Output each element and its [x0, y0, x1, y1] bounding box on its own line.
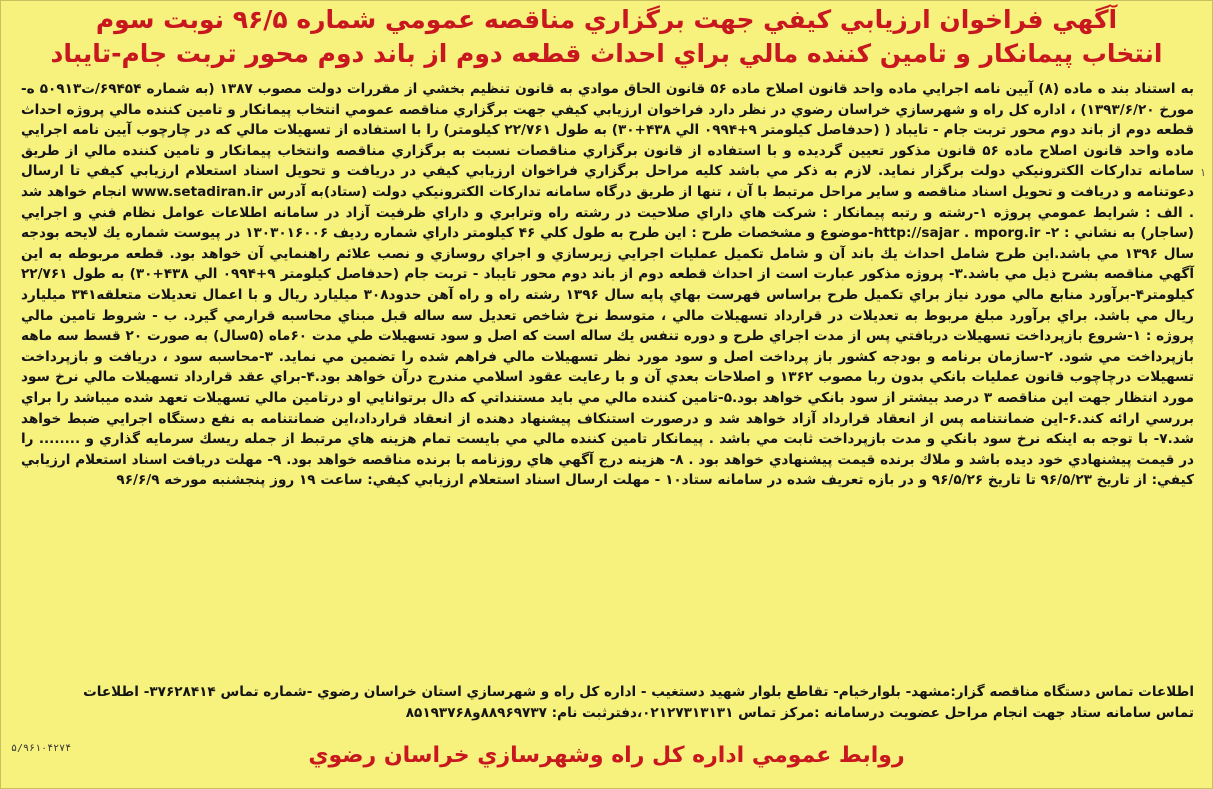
ad-body-paragraph: به استناد بند ه ماده (۸) آيين نامه اجرايي ماده واحد قانون اصلاح ماده ۵۶ قانون الحاق موادي به قانون تنظيم بخشي از مقررات دولت مصوب ۱۳۸۷ (به شماره ۶۹۴۵۴/ت۵۰۹۱۳ ه-مورخ ۱۳۹۳/۶/۲۰) ، اداره كل راه و شهرسازي خراسان رضوي در نظر دارد فراخوان ارزيابي كيفي جهت برگزاري مناقصه عمومي انتخاب پيمانكار و تامين كننده مالي پروژه احداث قطعه دوم از باند دوم محور تربت جام - تايباد ( (حدفاصل كيلومتر ۹+۰۹۹۴ الي ۴۳۸+۳۰) به طول ۲۲/۷۶۱ كيلومتر) را با استفاده از تسهيلات مالي كه در چارچوب آيين نامه اجرايي ماده واحد قانون اصلاح ماده ۵۶ قانون مذكور تعيين گرديده و با استفاده از قانون برگزاري مناقصات نسبت به برگزاري مناقصه وانتخاب پيمانكار و تامين كننده مالي از طريق سامانه تداركات الكترونيكي دولت برگزار نمايد. لازم به ذكر مي باشد كليه مراحل برگزاري فراخوان ارزيابي كيفي در دريافت و تحويل اسناد استعلام ارزيابي كيفي تا ارسال دعوتنامه و دريافت و تحويل اسناد مناقصه و ساير مراحل مرتبط با آن ، تنها از طريق درگاه سامانه تداركات الكترونيكي دولت (ستاد)به آدرس www.setadiran.ir انجام خواهد شد . الف : شرايط عمومي پروژه ۱-رشته و رتبه پيمانكار : شركت هاي داراي صلاحيت در رشته راه وترابري و داراي ظرفيت آزاد در سامانه اطلاعات عوامل نظام فني و اجرايي (ساجار) به نشاني : http://sajar . mporg.ir -۲-موضوع و مشخصات طرح : اين طرح به طول كلي ۴۶ كيلومتر داراي شماره رديف ۱۳۰۳۰۱۶۰۰۶ در پيوست شماره يك لايحه بودجه سال ۱۳۹۶ مي باشد.اين طرح شامل احداث يك باند آن و شامل تكميل عمليات اجرايي زيرسازي و اجراي روسازي و نصب علائم راهنمايي آن خواهد بود. قطعه مربوطه به اين آگهي مناقصه بشرح ذيل مي باشد.۳- پروژه مذكور عبارت است از احداث قطعه دوم از باند دوم محور تايباد - تربت جام (حدفاصل كيلومتر ۹+۰۹۹۴ الي ۴۳۸+۳۰) به طول ۲۲/۷۶۱ كيلومتر۴-برآورد منابع مالي مورد نياز براي تكميل طرح براساس فهرست بهاي پايه سال ۱۳۹۶ رشته راه و راه آهن حدود۳۰۸ ميليارد ريال و با اعمال تعديلات متعلقه۳۴۱ ميليارد ريال مي باشد. براي برآورد مبلغ مربوط به تعديلات در قرارداد تسهيلات مالي ، متوسط نرخ شاخص تعديل سه ساله قبل مبناي محاسبه قرارمي گيرد. ب - شروط تامين مالي پروژه : ۱-شروع بازپرداخت تسهيلات دريافتي پس از مدت اجراي طرح و دوره تنفس يك ساله است كه اصل و سود تسهيلات طي مدت ۶۰ماه (۵سال) به صورت ۲۰ قسط سه ماهه بازپرداخت مي شود. ۲-سازمان برنامه و بودجه كشور باز پرداخت اصل و سود مورد نظر تسهيلات مالي فراهم شده را تضمين مي نمايد. ۳-محاسبه سود ، دريافت و بازپرداخت تسهيلات درچاچوب قانون عمليات بانكي بدون ربا مصوب ۱۳۶۲ و اصلاحات بعدي آن و با رعايت عقود اسلامي مندرج درآن خواهد بود.۴-براي عقد قرارداد تسهيلات مالي نرخ سود مورد انتظار جهت اين مناقصه ۳ درصد بيشتر از سود بانكي خواهد بود.۵-تامين كننده مالي مي بايد مستنداتي كه دال برتوانايي او درتامين مالي تسهيلات تعهد شده ميباشد را براي بررسي ارائه كند.۶-اين ضمانتنامه پس از انعقاد قرارداد آزاد خواهد شد و درصورت استنكاف پيشنهاد دهنده از انعقاد قرارداد،اين ضمانتنامه به نفع دستگاه اجرايي ضبط خواهد شد.۷- با توجه به اينكه نرخ سود بانكي و مدت بازپرداخت ثابت مي باشد . پيمانكار تامين كننده مالي مي بايست تمام هزينه هاي مرتبط از جمله ريسك سرمايه گذاري و ........ را در قيمت پيشنهادي خود ديده باشد و ملاك برنده قيمت پيشنهادي خواهد بود . ۸- هزينه درج آگهي هاي روزنامه با برنده مناقصه خواهد بود. ۹- مهلت دريافت اسناد استعلام ارزيابي كيفي: از تاريخ ۹۶/۵/۲۳ تا تاريخ ۹۶/۵/۲۶ و در بازه تعريف شده در سامانه ستاد۱۰ - مهلت ارسال اسناد استعلام ارزيابي كيفي: ساعت ۱۹ روز پنجشنبه مورخه ۹۶/۶/۹	[21, 81, 1195, 489]
ad-title	[21, 3, 1192, 71]
margin-reference-code: ۵/۹۶۱۰۴۲۷۴	[11, 743, 72, 754]
edge-mark: ۱	[1200, 166, 1206, 179]
ad-title-line-1: آگهي فراخوان ارزيابي كيفي جهت برگزاري مناقصه عمومي شماره ۹۶/۵ نوبت سوم	[95, 5, 1118, 34]
contact-info	[21, 682, 1194, 723]
public-relations-signature: روابط عمومي اداره كل راه وشهرسازي خراسان رضوي	[308, 743, 905, 768]
ad-body	[21, 79, 1194, 491]
ad-title-line-2: انتخاب پيمانكار و تامين كننده مالي براي احداث قطعه دوم از باند دوم محور تربت جام-تايباد	[50, 39, 1163, 68]
contact-line-1: اطلاعات تماس دستگاه مناقصه گزار:مشهد- بلوارخيام- تقاطع بلوار شهيد دستغيب - اداره كل راه و شهرسازي استان خراسان رضوي -شماره تماس ۳۷۶۲۸۴۱۴- اطلاعات	[83, 684, 1194, 700]
contact-line-2: تماس سامانه ستاد جهت انجام مراحل عضويت درسامانه :مركز تماس ۰۲۱۲۷۳۱۳۱۳۱،دفترثبت نام: ۸۸۹۶۹۷۳۷و۸۵۱۹۳۷۶۸	[405, 704, 1194, 721]
